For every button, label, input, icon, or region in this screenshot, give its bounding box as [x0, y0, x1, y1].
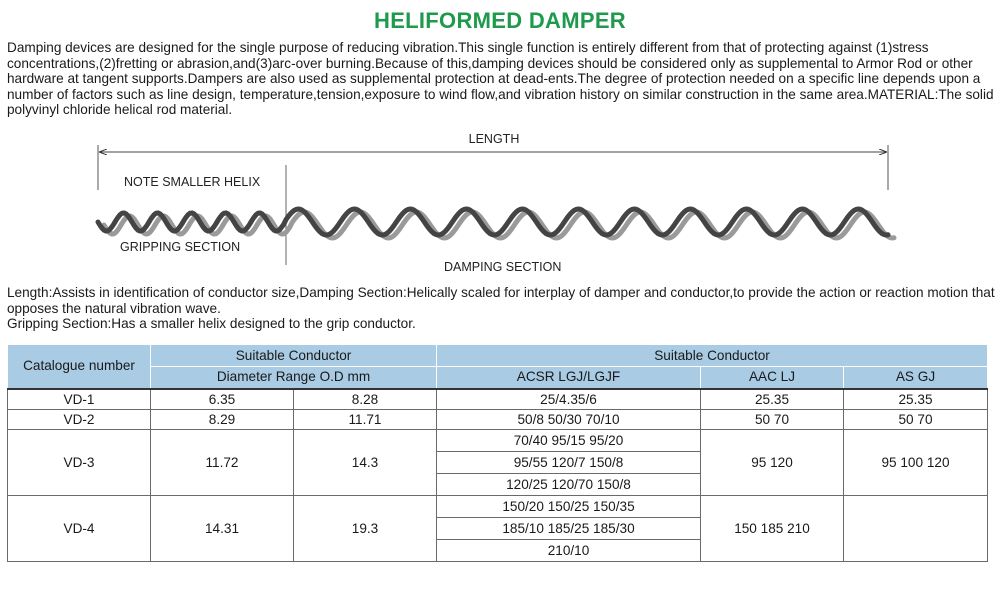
asgj-cell: 95 100 120 [844, 429, 988, 495]
note-length: Length:Assists in identification of conductor size,Damping Section:Helically scaled for interplay of damper and conductor,to provide the action or reaction motion that opposes the natural vibration wave. [7, 285, 995, 316]
header-suitable-conductor-2: Suitable Conductor [437, 345, 988, 367]
note-smaller-helix-label: NOTE SMALLER HELIX [124, 175, 261, 189]
table-row [8, 495, 988, 517]
aac-cell: 25.35 [701, 389, 844, 410]
acsr-cell: 150/20 150/25 150/35 [437, 495, 701, 517]
diameter-max-cell: 14.3 [294, 429, 437, 495]
asgj-cell [844, 495, 988, 561]
spec-table [7, 344, 988, 562]
header-acsr: ACSR LGJ/LGJF [437, 367, 701, 389]
note-gripping: Gripping Section:Has a smaller helix designed to the grip conductor. [7, 316, 416, 332]
diameter-min-cell: 8.29 [151, 409, 294, 429]
header-suitable-conductor-1: Suitable Conductor [151, 345, 437, 367]
intro-paragraph: Damping devices are designed for the single purpose of reducing vibration.This single function is entirely different from that of protecting against (1)stress concentrations,(2)fretting or abrasion,and(3)arc-over burning.Because of this,damping devices should be considered only as supplemental to Armor Rod or other hardware at tangent supports.Dampers are also used as supplemental protection at dead-ents.The degree of protection needed on a specific line depends upon a number of factors such as line design, temperature,tension,exposure to wind flow,and vibration history on similar construction in the same area.MATERIAL:The solid polyvinyl chloride helical rod material. [7, 40, 994, 118]
header-asgj: AS GJ [844, 367, 988, 389]
catalogue-cell: VD-3 [8, 429, 151, 495]
catalogue-cell: VD-1 [8, 389, 151, 410]
catalogue-cell: VD-4 [8, 495, 151, 561]
diameter-max-cell: 8.28 [294, 389, 437, 410]
acsr-cell: 185/10 185/25 185/30 [437, 517, 701, 539]
page-title: HELIFORMED DAMPER [374, 8, 626, 33]
catalogue-cell: VD-2 [8, 409, 151, 429]
table-row [8, 389, 988, 410]
header-catalogue: Catalogue number [8, 345, 151, 389]
asgj-cell: 25.35 [844, 389, 988, 410]
acsr-cell: 25/4.35/6 [437, 389, 701, 410]
damping-section-label: DAMPING SECTION [444, 260, 562, 274]
diameter-min-cell: 6.35 [151, 389, 294, 410]
acsr-cell: 50/8 50/30 70/10 [437, 409, 701, 429]
diameter-min-cell: 14.31 [151, 495, 294, 561]
aac-cell: 150 185 210 [701, 495, 844, 561]
aac-cell: 50 70 [701, 409, 844, 429]
gripping-section-label: GRIPPING SECTION [120, 240, 241, 254]
acsr-cell: 70/40 95/15 95/20 [437, 429, 701, 451]
damper-diagram [0, 128, 1000, 280]
length-label: LENGTH [468, 132, 520, 146]
acsr-cell: 95/55 120/7 150/8 [437, 451, 701, 473]
header-aac: AAC LJ [701, 367, 844, 389]
acsr-cell: 120/25 120/70 150/8 [437, 473, 701, 495]
header-diameter-range: Diameter Range O.D mm [151, 367, 437, 389]
notes-section [7, 285, 995, 332]
table-row [8, 409, 988, 429]
acsr-cell: 210/10 [437, 539, 701, 561]
diameter-max-cell: 11.71 [294, 409, 437, 429]
aac-cell: 95 120 [701, 429, 844, 495]
asgj-cell: 50 70 [844, 409, 988, 429]
diameter-min-cell: 11.72 [151, 429, 294, 495]
table-row [8, 429, 988, 451]
diameter-max-cell: 19.3 [294, 495, 437, 561]
